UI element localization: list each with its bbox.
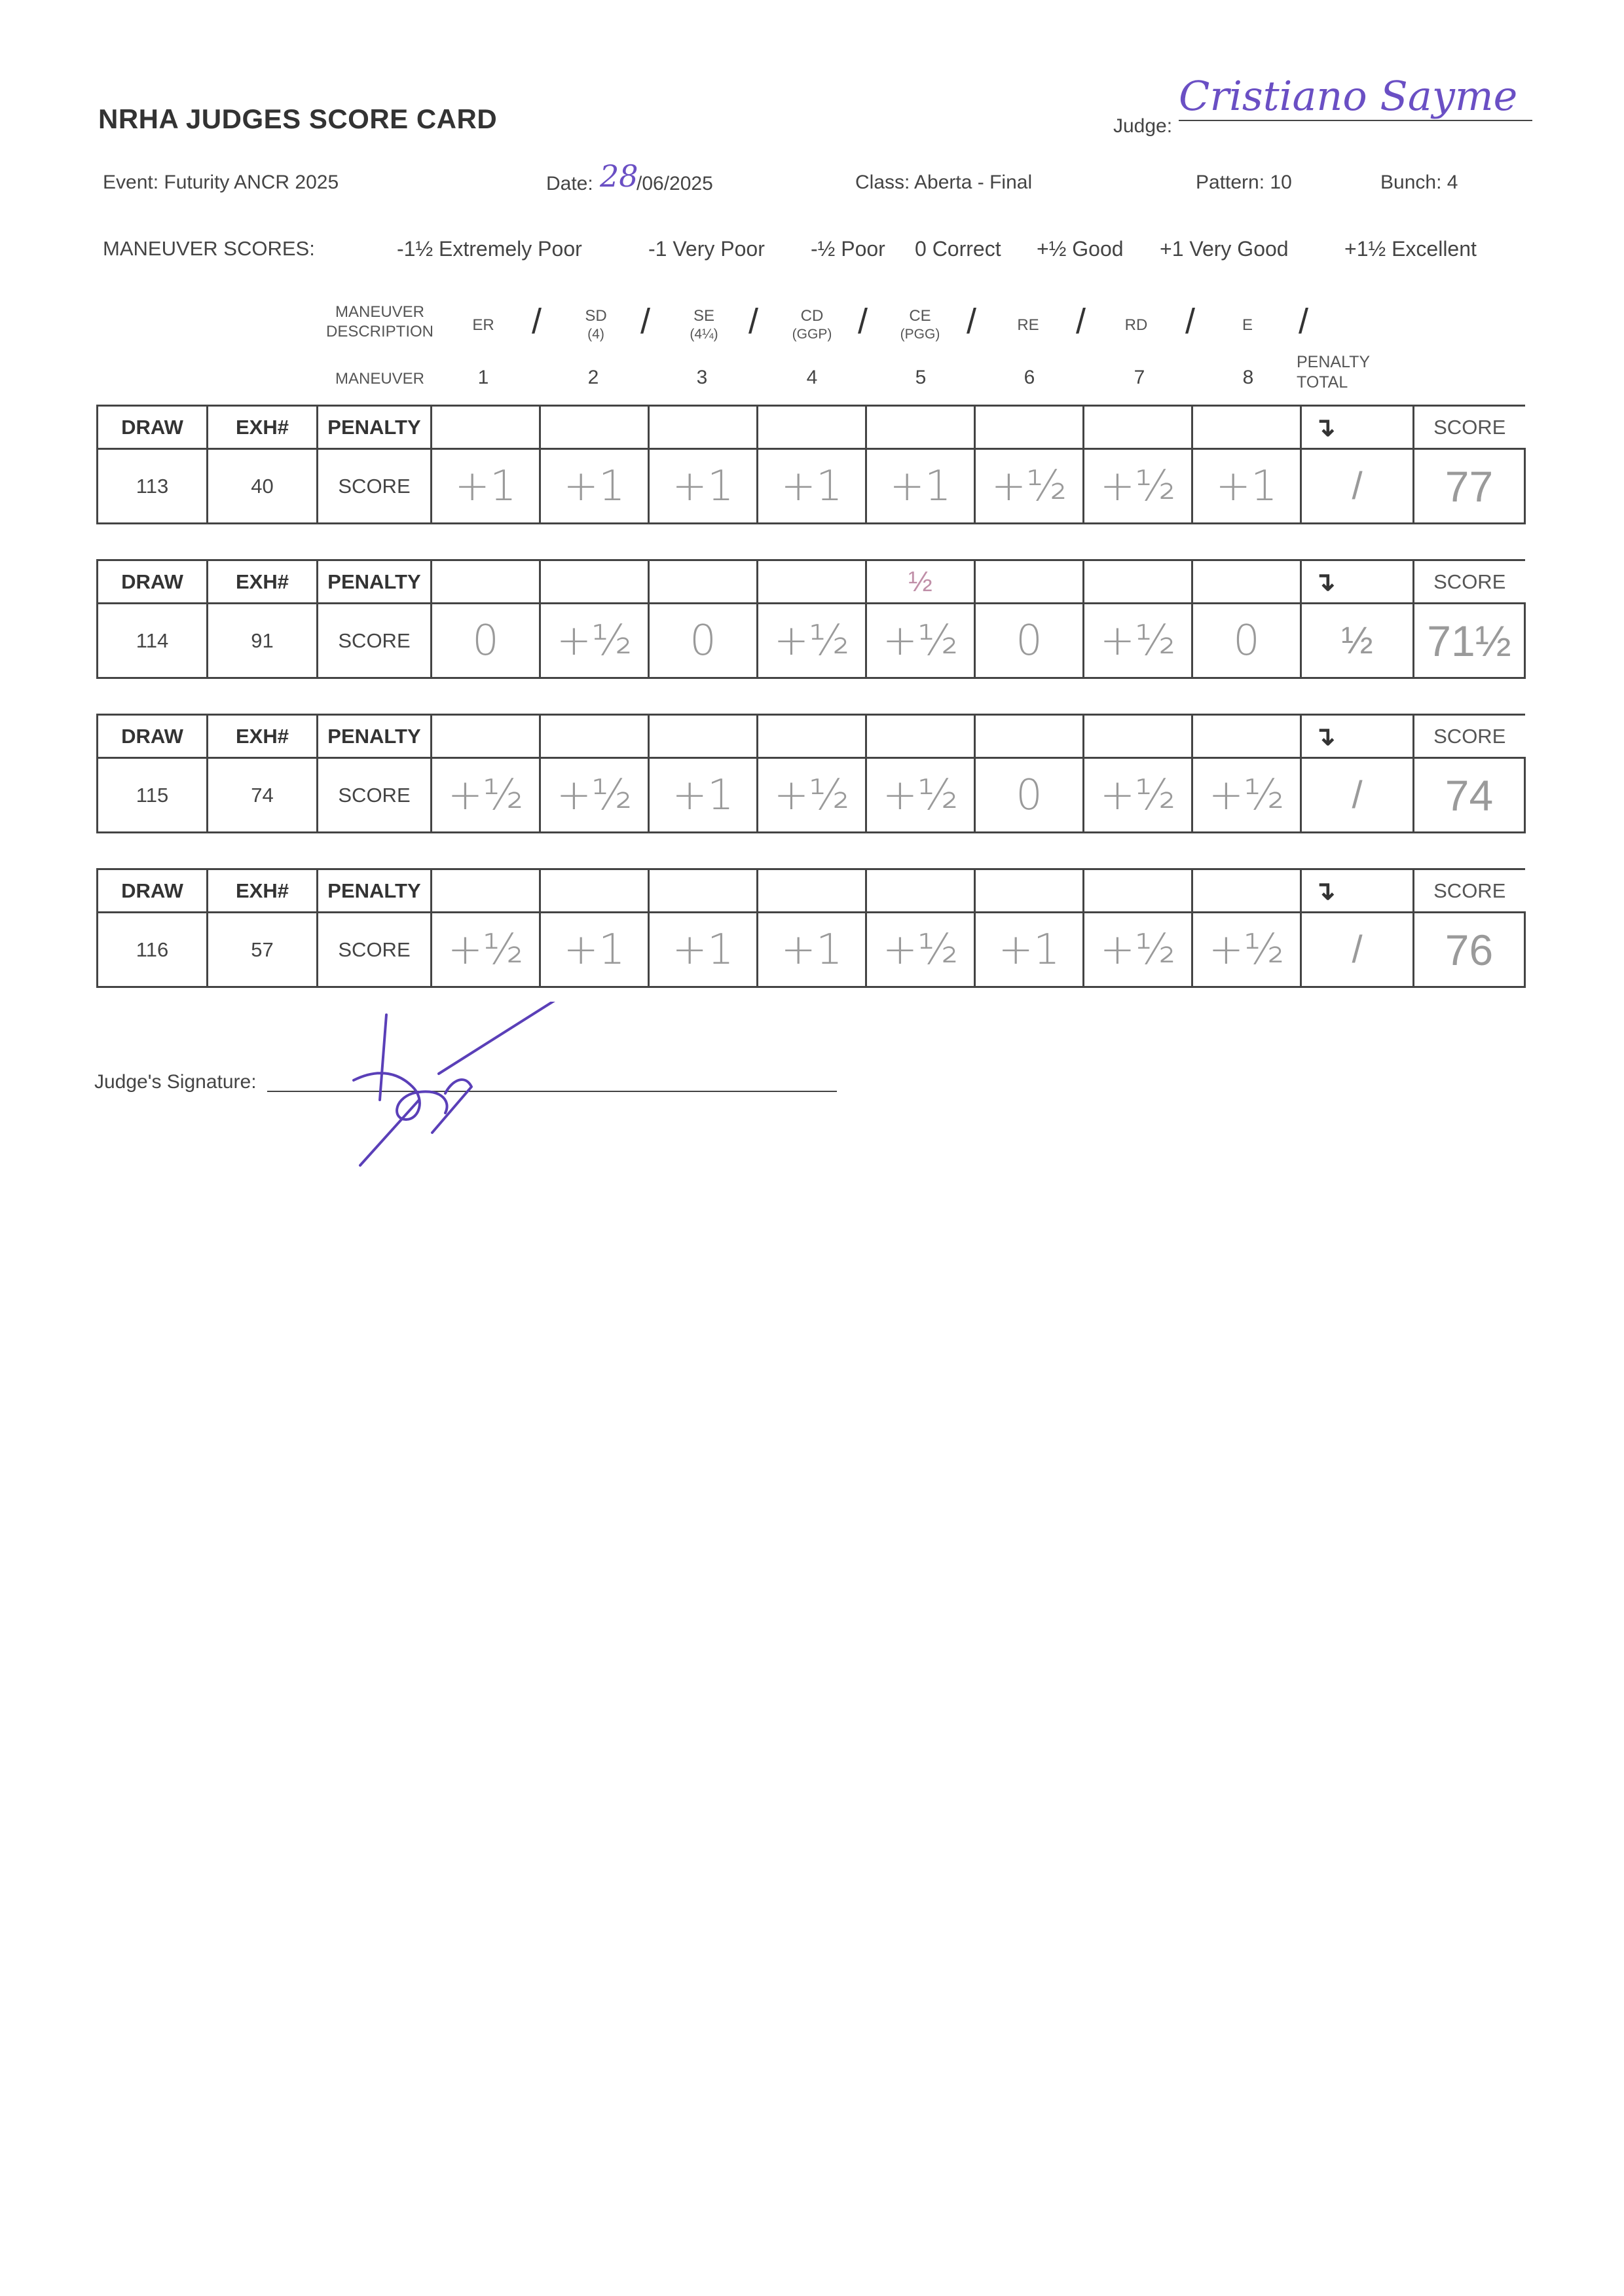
maneuver-code-8: E [1242, 316, 1253, 334]
maneuver-score[interactable]: 0 [1192, 604, 1301, 678]
separator-slash: / [532, 302, 542, 341]
penalty-cell[interactable] [540, 869, 649, 913]
penalty-total-arrow: ↴ [1301, 869, 1414, 913]
maneuver-code-2-label: SD [585, 307, 607, 325]
scale-correct: 0 Correct [915, 237, 1001, 261]
total-score[interactable]: 71½ [1414, 604, 1525, 678]
draw-number: 115 [98, 758, 208, 833]
separator-slash: / [858, 302, 868, 341]
penalty-header: PENALTY [318, 715, 432, 758]
penalty-cell[interactable] [432, 869, 540, 913]
maneuver-score[interactable]: +1 [649, 758, 758, 833]
scale-very-poor: -1 Very Poor [648, 237, 765, 261]
maneuver-score[interactable]: +½ [758, 758, 866, 833]
maneuver-code-1: ER [472, 316, 494, 334]
maneuver-score[interactable]: +1 [758, 449, 866, 524]
event-field: Event: Futurity ANCR 2025 [103, 172, 339, 193]
exh-number: 74 [208, 758, 318, 833]
penalty-cell[interactable] [975, 869, 1084, 913]
separator-slash: / [640, 302, 651, 341]
penalty-total[interactable]: / [1301, 913, 1414, 987]
score-row-label: SCORE [318, 604, 432, 678]
judge-name: Cristiano Sayme [1179, 72, 1532, 121]
signature-scribble [341, 1002, 563, 1172]
scale-excellent: +1½ Excellent [1344, 237, 1477, 261]
draw-header: DRAW [98, 560, 208, 604]
maneuver-score[interactable]: +½ [866, 913, 975, 987]
draw-number: 113 [98, 449, 208, 524]
penalty-cell[interactable] [758, 869, 866, 913]
maneuver-code-3-sub: (4¼) [690, 327, 718, 342]
maneuver-score[interactable]: +½ [866, 604, 975, 678]
maneuver-score[interactable]: +½ [1084, 449, 1192, 524]
penalty-total-label [1297, 352, 1370, 393]
judge-label: Judge: [1113, 115, 1173, 137]
score-card-entry [96, 868, 1526, 988]
draw-number: 116 [98, 913, 208, 987]
maneuver-desc-label-2: DESCRIPTION [325, 323, 434, 340]
penalty-header: PENALTY [318, 869, 432, 913]
scale-good: +½ Good [1037, 237, 1124, 261]
penalty-cell[interactable] [1084, 406, 1192, 449]
penalty-cell[interactable] [758, 715, 866, 758]
maneuver-number-2: 2 [587, 367, 599, 388]
date-day: 28 [600, 158, 638, 194]
maneuver-score[interactable]: +½ [758, 604, 866, 678]
penalty-cell[interactable] [649, 715, 758, 758]
penalty-total-label-1: PENALTY [1297, 353, 1371, 371]
maneuver-score[interactable]: 0 [432, 604, 540, 678]
maneuver-code-2-sub: (4) [587, 327, 604, 342]
exh-header: EXH# [208, 869, 318, 913]
exh-header: EXH# [208, 560, 318, 604]
penalty-total-arrow: ↴ [1301, 715, 1414, 758]
penalty-cell[interactable]: ½ [866, 560, 975, 604]
separator-slash: / [1299, 302, 1309, 341]
score-column-label: SCORE [1414, 869, 1525, 913]
penalty-header: PENALTY [318, 560, 432, 604]
separator-slash: / [748, 302, 759, 341]
penalty-cell[interactable] [1192, 560, 1301, 604]
maneuver-number-7: 7 [1134, 367, 1145, 388]
separator-slash: / [1076, 302, 1086, 341]
maneuver-score[interactable]: +½ [1084, 604, 1192, 678]
total-score[interactable]: 76 [1414, 913, 1525, 987]
penalty-cell[interactable] [432, 715, 540, 758]
exh-header: EXH# [208, 406, 318, 449]
penalty-cell[interactable] [649, 560, 758, 604]
penalty-total-arrow: ↴ [1301, 560, 1414, 604]
maneuver-score[interactable]: +½ [540, 604, 649, 678]
penalty-total[interactable]: ½ [1301, 604, 1414, 678]
penalty-cell[interactable] [975, 560, 1084, 604]
signature-label: Judge's Signature: [94, 1071, 257, 1093]
score-column-label: SCORE [1414, 560, 1525, 604]
score-row-label: SCORE [318, 913, 432, 987]
maneuver-number-1: 1 [477, 367, 489, 388]
penalty-total[interactable]: / [1301, 449, 1414, 524]
penalty-cell[interactable] [649, 869, 758, 913]
penalty-cell[interactable] [758, 560, 866, 604]
scale-very-good: +1 Very Good [1160, 237, 1289, 261]
penalty-cell[interactable] [540, 715, 649, 758]
penalty-cell[interactable] [1192, 869, 1301, 913]
penalty-cell[interactable] [866, 406, 975, 449]
exh-number: 57 [208, 913, 318, 987]
maneuver-score[interactable]: +½ [432, 913, 540, 987]
maneuver-code-7: RD [1124, 316, 1148, 334]
penalty-cell[interactable] [866, 715, 975, 758]
score-card-entry [96, 714, 1526, 833]
maneuver-score[interactable]: +1 [540, 913, 649, 987]
maneuver-number-5: 5 [915, 367, 927, 388]
total-score[interactable]: 74 [1414, 758, 1525, 833]
separator-slash: / [967, 302, 977, 341]
penalty-cell[interactable] [1192, 715, 1301, 758]
maneuver-score[interactable]: +½ [540, 758, 649, 833]
penalty-header: PENALTY [318, 406, 432, 449]
score-row-label: SCORE [318, 449, 432, 524]
scale-poor: -½ Poor [811, 237, 885, 261]
maneuver-code-6: RE [1017, 316, 1039, 334]
exh-header: EXH# [208, 715, 318, 758]
penalty-cell[interactable] [432, 406, 540, 449]
penalty-total-arrow: ↴ [1301, 406, 1414, 449]
maneuver-score[interactable]: +½ [1084, 758, 1192, 833]
penalty-cell[interactable] [758, 406, 866, 449]
maneuver-score[interactable]: 0 [649, 604, 758, 678]
maneuver-score[interactable]: 0 [975, 758, 1084, 833]
maneuver-score[interactable]: +½ [975, 449, 1084, 524]
date-label: Date: [546, 173, 593, 194]
class-field: Class: Aberta - Final [855, 172, 1033, 193]
maneuver-number-4: 4 [806, 367, 818, 388]
draw-header: DRAW [98, 715, 208, 758]
maneuver-code-3 [678, 306, 730, 343]
date-rest: /06/2025 [637, 173, 713, 194]
maneuver-description-label [308, 302, 452, 342]
penalty-cell[interactable] [540, 406, 649, 449]
maneuver-code-4 [783, 306, 841, 343]
score-card-entry [96, 559, 1526, 679]
maneuver-score[interactable]: 0 [975, 604, 1084, 678]
penalty-cell[interactable] [540, 560, 649, 604]
maneuver-number-label: MANEUVER [335, 370, 425, 388]
page-title: NRHA JUDGES SCORE CARD [98, 103, 498, 134]
maneuver-code-3-label: SE [693, 307, 714, 325]
maneuver-code-4-label: CD [800, 307, 824, 325]
maneuver-score[interactable]: +1 [975, 913, 1084, 987]
penalty-cell[interactable] [975, 715, 1084, 758]
penalty-cell[interactable] [1084, 715, 1192, 758]
exh-number: 91 [208, 604, 318, 678]
maneuver-code-5-label: CE [909, 307, 931, 325]
draw-header: DRAW [98, 406, 208, 449]
maneuver-score[interactable]: +1 [649, 449, 758, 524]
maneuver-score[interactable]: +½ [866, 758, 975, 833]
maneuver-score[interactable]: +½ [1084, 913, 1192, 987]
penalty-cell[interactable] [649, 406, 758, 449]
maneuver-score[interactable]: +1 [1192, 449, 1301, 524]
penalty-cell[interactable] [1084, 560, 1192, 604]
score-column-label: SCORE [1414, 715, 1525, 758]
maneuver-code-5 [891, 306, 950, 343]
maneuver-score[interactable]: +½ [1192, 913, 1301, 987]
bunch-field: Bunch: 4 [1380, 172, 1458, 193]
maneuver-score[interactable]: +1 [758, 913, 866, 987]
score-column-label: SCORE [1414, 406, 1525, 449]
maneuver-number-6: 6 [1024, 367, 1035, 388]
maneuver-code-5-sub: (PGG) [900, 327, 940, 342]
maneuver-number-8: 8 [1242, 367, 1254, 388]
maneuver-code-2 [570, 306, 622, 343]
maneuver-number-3: 3 [696, 367, 708, 388]
maneuver-score[interactable]: +1 [649, 913, 758, 987]
maneuver-score[interactable]: +1 [540, 449, 649, 524]
draw-header: DRAW [98, 869, 208, 913]
penalty-cell[interactable] [432, 560, 540, 604]
maneuver-score[interactable]: +1 [866, 449, 975, 524]
penalty-cell[interactable] [1084, 869, 1192, 913]
pattern-field: Pattern: 10 [1196, 172, 1292, 193]
penalty-cell[interactable] [1192, 406, 1301, 449]
total-score[interactable]: 77 [1414, 449, 1525, 524]
scale-extremely-poor: -1½ Extremely Poor [397, 237, 582, 261]
maneuver-desc-label-1: MANEUVER [335, 303, 425, 321]
score-card-entry [96, 405, 1526, 524]
exh-number: 40 [208, 449, 318, 524]
maneuver-score[interactable]: +½ [432, 758, 540, 833]
penalty-cell[interactable] [866, 869, 975, 913]
score-row-label: SCORE [318, 758, 432, 833]
penalty-total-label-2: TOTAL [1297, 373, 1348, 392]
penalty-total[interactable]: / [1301, 758, 1414, 833]
draw-number: 114 [98, 604, 208, 678]
maneuver-score[interactable]: +1 [432, 449, 540, 524]
maneuver-code-4-sub: (GGP) [792, 327, 832, 342]
maneuver-score[interactable]: +½ [1192, 758, 1301, 833]
penalty-cell[interactable] [975, 406, 1084, 449]
maneuver-scores-label: MANEUVER SCORES: [103, 237, 315, 260]
separator-slash: / [1185, 302, 1196, 341]
